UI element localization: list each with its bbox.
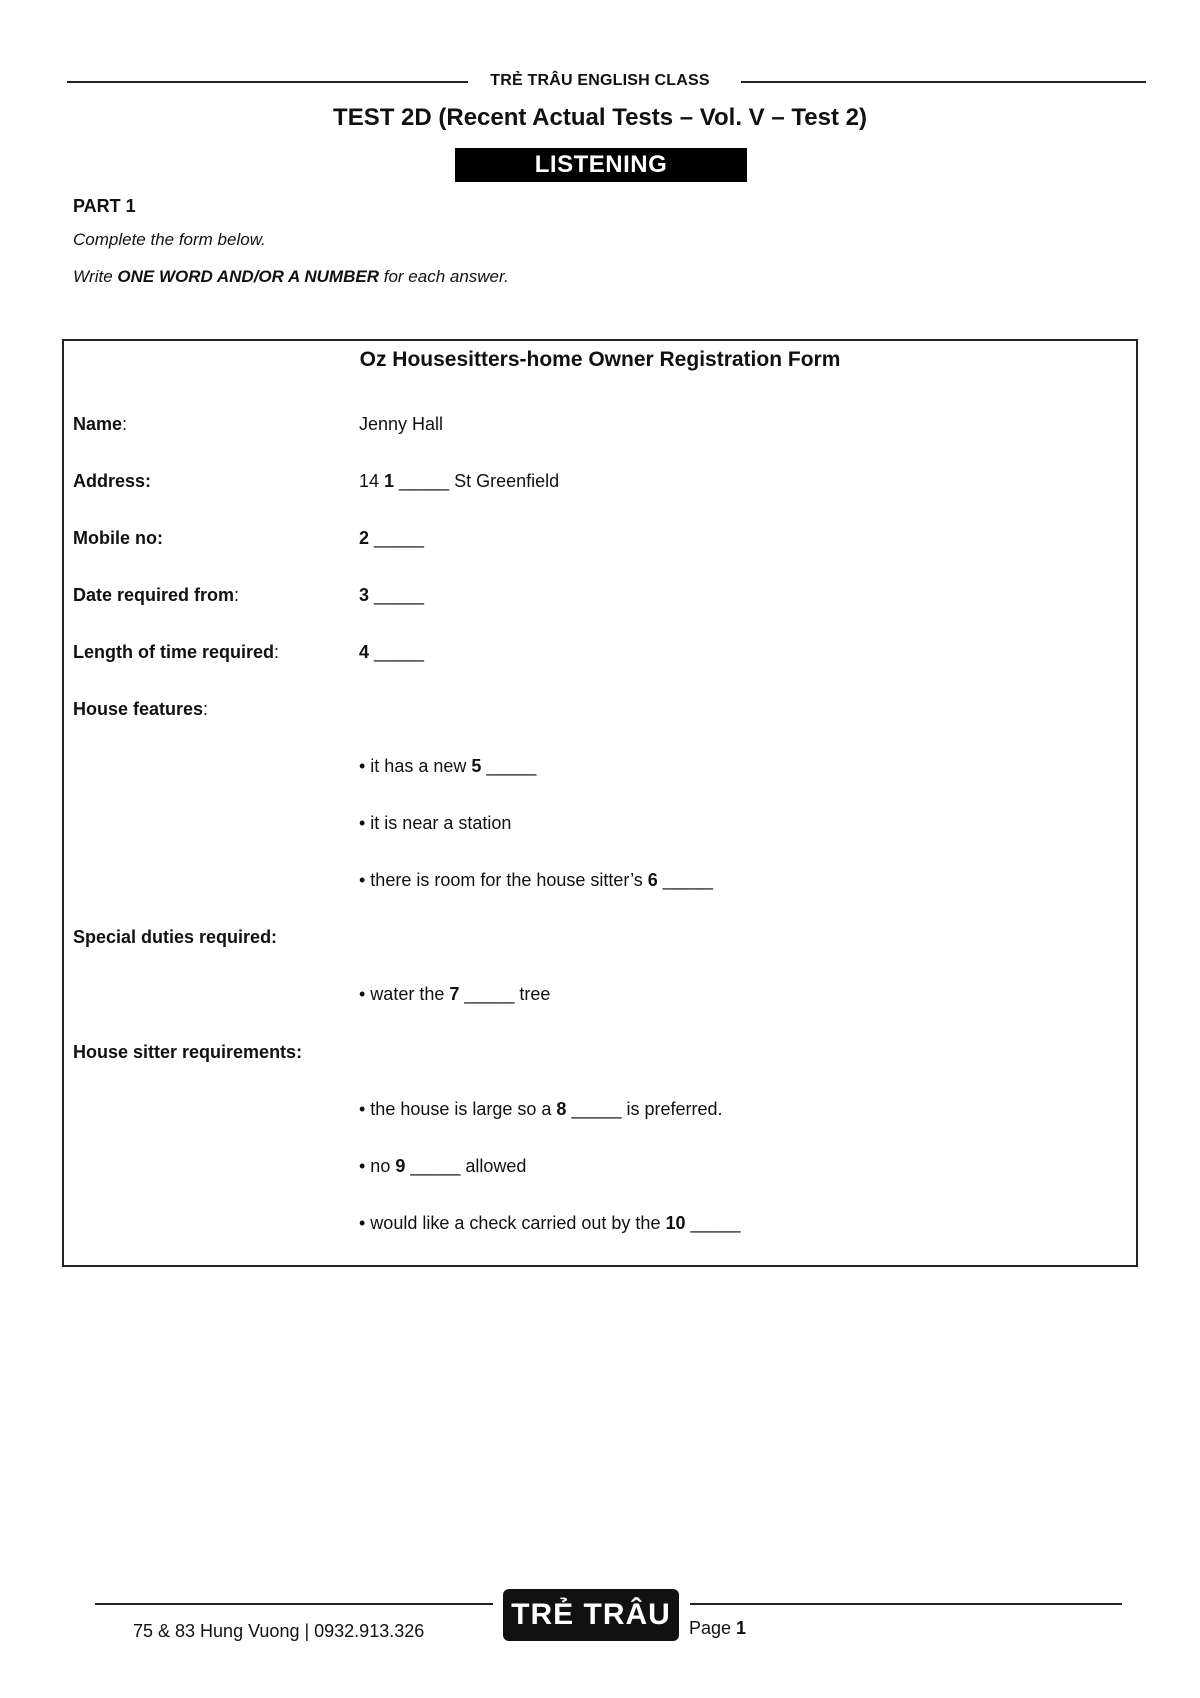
name-label: Name: xyxy=(73,414,128,434)
answer-blank: _____ allowed xyxy=(405,1156,527,1176)
registration-form-box xyxy=(62,339,1138,1267)
features-label: House features: xyxy=(73,699,209,719)
date-value xyxy=(359,585,424,606)
answer-blank: _____ xyxy=(369,642,425,662)
mobile-value xyxy=(359,528,424,549)
instruction-word-limit: Write ONE WORD AND/OR A NUMBER for each answer. xyxy=(73,267,509,286)
answer-blank: _____ xyxy=(657,870,713,890)
answer-blank: _____ xyxy=(369,528,425,548)
question-number: 9 xyxy=(395,1156,406,1176)
address-value: 14 1 _____ St Greenfield xyxy=(359,471,560,491)
answer-blank: _____ xyxy=(685,1213,741,1233)
duties-label: Special duties required: xyxy=(73,927,278,947)
question-number: 5 xyxy=(471,756,482,776)
test-title: TEST 2D (Recent Actual Tests – Vol. V – Test 2) xyxy=(333,104,867,131)
requirement-item: • the house is large so a 8 _____ is preferred. xyxy=(359,1099,723,1119)
question-number: 2 xyxy=(359,528,370,548)
footer-address: 75 & 83 Hung Vuong | 0932.913.326 xyxy=(133,1621,425,1641)
requirement-item: • no 9 _____ allowed xyxy=(359,1156,527,1176)
answer-blank: _____ St Greenfield xyxy=(394,471,560,491)
question-number: 1 xyxy=(384,471,395,491)
answer-blank: _____ xyxy=(481,756,537,776)
page-number: Page 1 xyxy=(689,1618,747,1638)
word-limit-emphasis: ONE WORD AND/OR A NUMBER xyxy=(117,267,379,286)
instruction-complete-form: Complete the form below. xyxy=(73,230,266,249)
question-number: 10 xyxy=(665,1213,686,1233)
brand-logo: TRẺ TRÂU xyxy=(503,1589,679,1641)
answer-blank: _____ tree xyxy=(459,984,551,1004)
question-number: 4 xyxy=(359,642,370,662)
question-number: 3 xyxy=(359,585,370,605)
date-label: Date required from: xyxy=(73,585,240,605)
feature-item: • there is room for the house sitter’s 6 _____ xyxy=(359,870,713,890)
question-number: 7 xyxy=(449,984,460,1004)
section-banner: LISTENING xyxy=(455,148,747,182)
form-title: Oz Housesitters-home Owner Registration Form xyxy=(359,348,841,371)
feature-item: • it has a new 5 _____ xyxy=(359,756,537,776)
class-name: TRẺ TRÂU ENGLISH CLASS xyxy=(490,72,710,89)
sitter-requirements-label: House sitter requirements: xyxy=(73,1042,303,1062)
feature-item: • it is near a station xyxy=(359,813,512,833)
answer-blank: _____ is preferred. xyxy=(566,1099,723,1119)
footer-rule-left xyxy=(95,1603,493,1605)
requirement-item: • would like a check carried out by the 10 _____ xyxy=(359,1213,741,1233)
duty-item: • water the 7 _____ tree xyxy=(359,984,551,1004)
length-label: Length of time required: xyxy=(73,642,280,662)
mobile-label: Mobile no: xyxy=(73,528,163,548)
footer-rule-right xyxy=(690,1603,1122,1605)
question-number: 6 xyxy=(647,870,658,890)
name-value: Jenny Hall xyxy=(359,414,444,434)
address-label: Address: xyxy=(73,471,152,491)
part-label: PART 1 xyxy=(73,196,136,216)
length-value xyxy=(359,642,424,663)
question-number: 8 xyxy=(556,1099,567,1119)
answer-blank: _____ xyxy=(369,585,425,605)
